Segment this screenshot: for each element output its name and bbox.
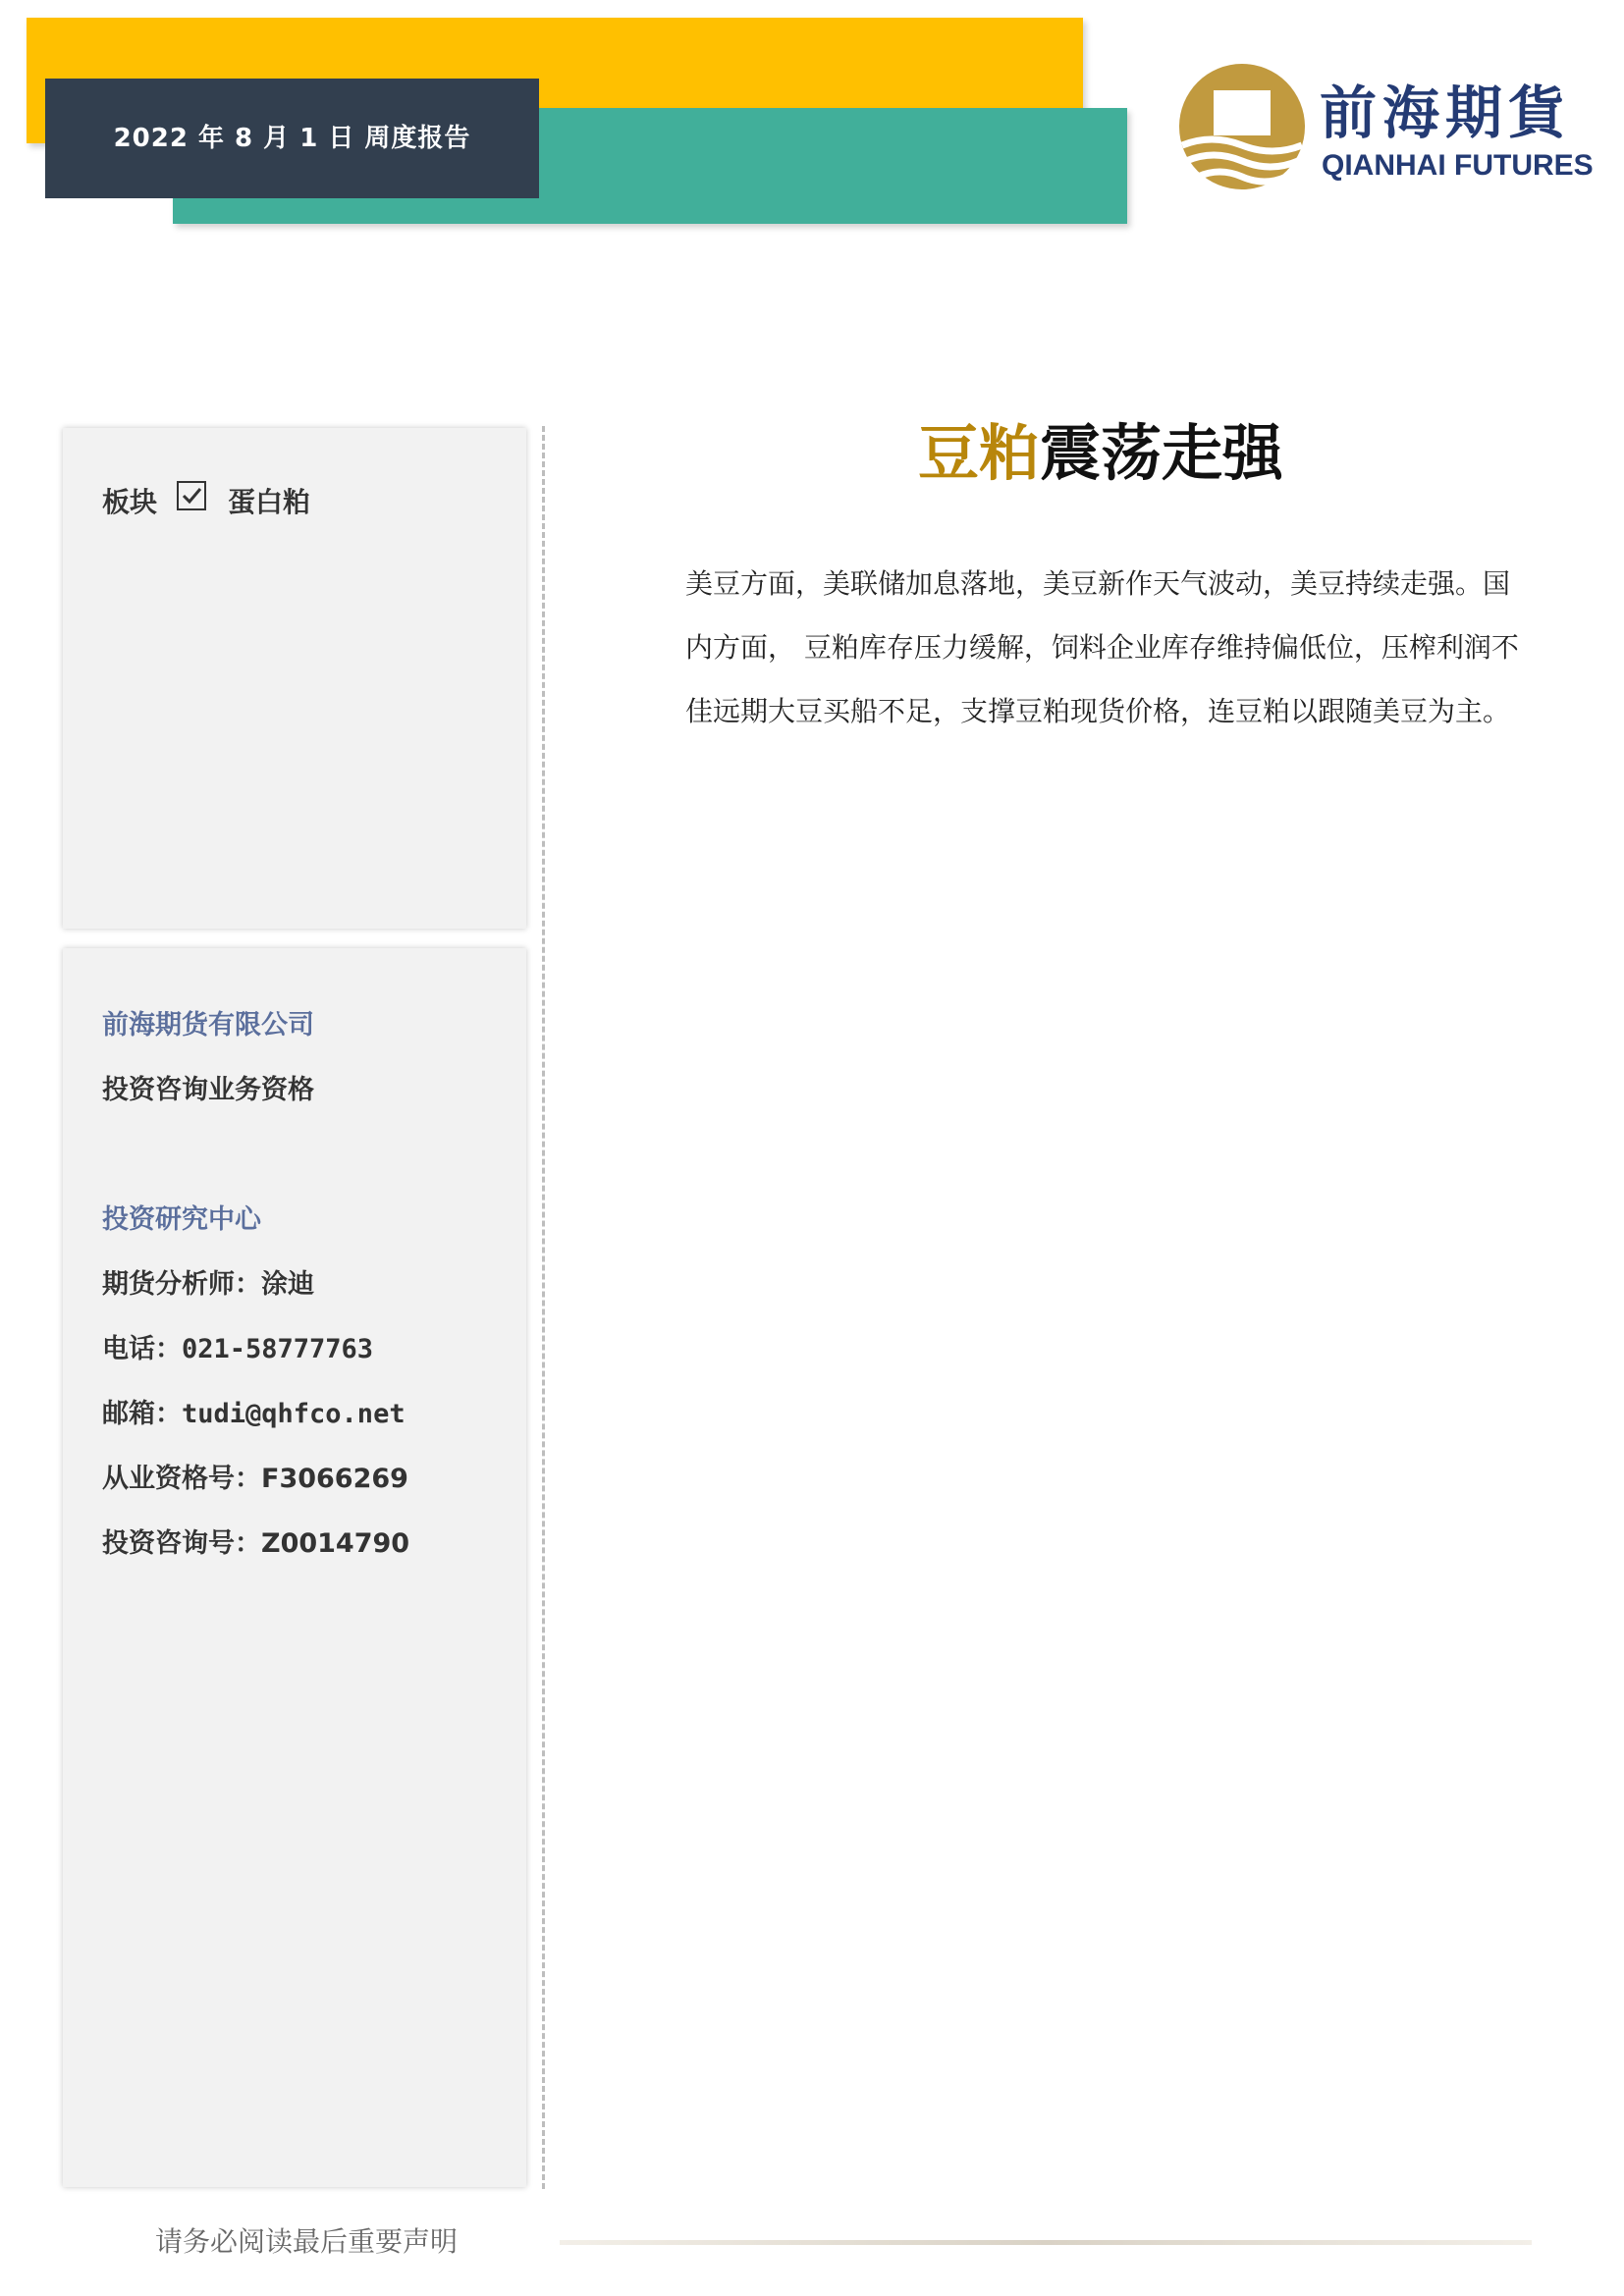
qualification: 投资咨询业务资格 (102, 1075, 314, 1105)
logo-chinese-name: 前海期貨 (1320, 80, 1572, 146)
company-logo (1176, 61, 1608, 192)
report-summary: 美豆方面，美联储加息落地，美豆新作天气波动，美豆持续走强。国内方面， 豆粕库存压力缓解，饲料企业库存维持偏低位，压榨利润不佳远期大豆买船不足，支撑豆粕现货价格，连豆粕以跟随美豆为主。 (685, 567, 1519, 727)
contact-panel (63, 948, 526, 2187)
disclaimer-note: 请务必阅读最后重要声明 (155, 2225, 459, 2258)
license-number: 从业资格号：F3066269 (102, 1464, 408, 1494)
report-date: 2022 年 8 月 1 日 周度报告 (113, 124, 471, 153)
research-center: 投资研究中心 (102, 1204, 261, 1235)
logo-english-name: QIANHAI FUTURES (1322, 149, 1594, 182)
analyst-phone: 电话：021-58777763 (102, 1334, 374, 1364)
analyst-name: 期货分析师：涂迪 (102, 1269, 314, 1300)
checkbox-checked-icon (177, 481, 206, 510)
report-title-rest: 震荡走强 (1040, 417, 1284, 489)
sector-value: 蛋白粕 (228, 486, 311, 518)
company-name: 前海期货有限公司 (102, 1010, 314, 1041)
report-title (550, 404, 1624, 492)
advisory-number: 投资咨询号：Z0014790 (102, 1528, 410, 1559)
report-title-accent: 豆粕 (917, 417, 1040, 489)
column-divider (542, 426, 545, 2189)
logo-mark-icon (1176, 61, 1308, 192)
checkmark-icon (179, 483, 204, 508)
footer-rule (560, 2240, 1532, 2245)
analyst-email[interactable]: 邮箱：tudi@qhfco.net (102, 1399, 406, 1429)
sector-label: 板块 (102, 486, 158, 518)
